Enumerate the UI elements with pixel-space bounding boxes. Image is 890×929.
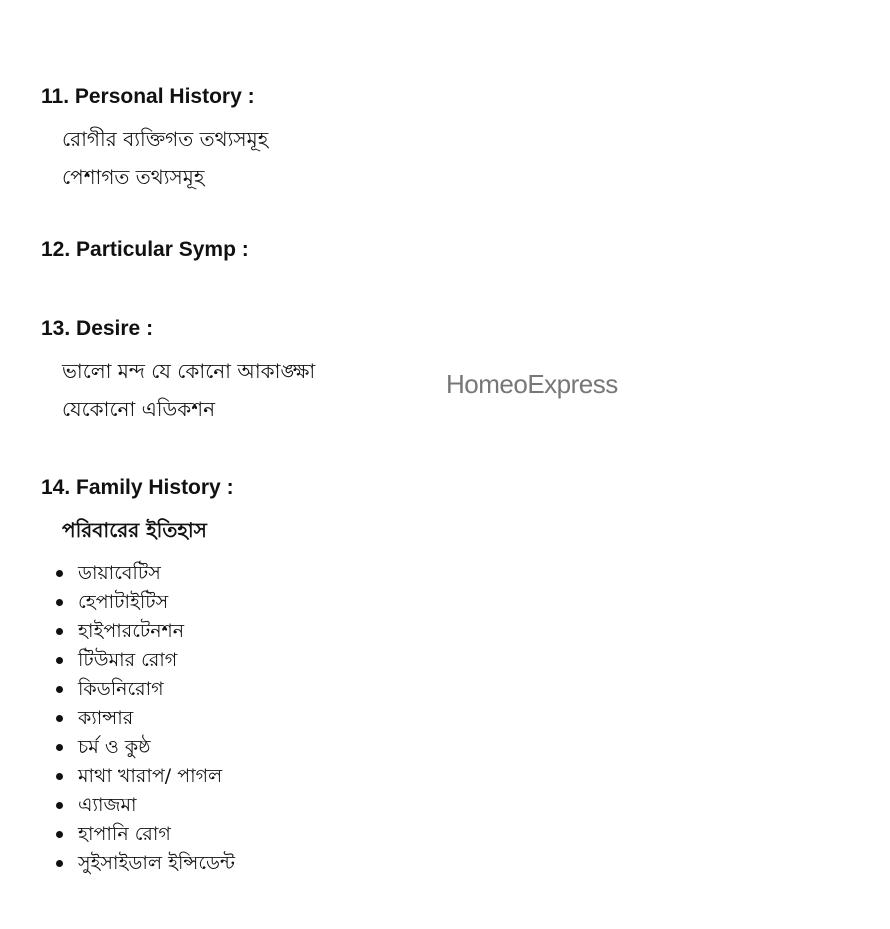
bullet-icon	[56, 628, 63, 635]
bullet-icon	[56, 686, 63, 693]
list-item-text: হেপাটাইটিস	[78, 591, 169, 613]
personal-history-line: পেশাগত তথ্যসমূহ	[62, 165, 205, 189]
bullet-icon	[56, 599, 63, 606]
list-item-text: ডায়াবেটিস	[78, 562, 161, 584]
list-item-text: কিডনিরোগ	[78, 678, 164, 700]
bullet-icon	[56, 831, 63, 838]
list-item-text: টিউমার রোগ	[78, 649, 178, 671]
bullet-icon	[56, 570, 63, 577]
bullet-icon	[56, 744, 63, 751]
list-item-text: ক্যান্সার	[78, 707, 134, 729]
bullet-icon	[56, 802, 63, 809]
list-item-text: এ্যাজমা	[78, 794, 137, 816]
bullet-icon	[56, 715, 63, 722]
personal-history-line: রোগীর ব্যক্তিগত তথ্যসমূহ	[62, 127, 269, 151]
family-history-heading: 14. Family History :	[41, 476, 234, 499]
list-item-text: সুইসাইডাল ইন্সিডেন্ট	[78, 852, 235, 874]
bullet-icon	[56, 773, 63, 780]
personal-history-heading: 11. Personal History :	[41, 85, 255, 108]
list-item-text: চর্ম ও কুষ্ঠ	[78, 736, 151, 758]
list-item-text: হাপানি রোগ	[78, 823, 171, 845]
list-item-text: মাথা খারাপ/ পাগল	[78, 765, 223, 787]
watermark: HomeoExpress	[446, 369, 618, 399]
bullet-icon	[56, 657, 63, 664]
desire-line: যেকোনো এডিকশন	[62, 397, 216, 421]
desire-line: ভালো মন্দ যে কোনো আকাঙ্ক্ষা	[62, 359, 316, 383]
list-item-text: হাইপারটেনশন	[78, 620, 185, 642]
family-history-subheading: পরিবারের ইতিহাস	[62, 518, 207, 542]
desire-heading: 13. Desire :	[41, 317, 154, 340]
particular-symp-heading: 12. Particular Symp :	[41, 238, 249, 261]
bullet-icon	[56, 860, 63, 867]
